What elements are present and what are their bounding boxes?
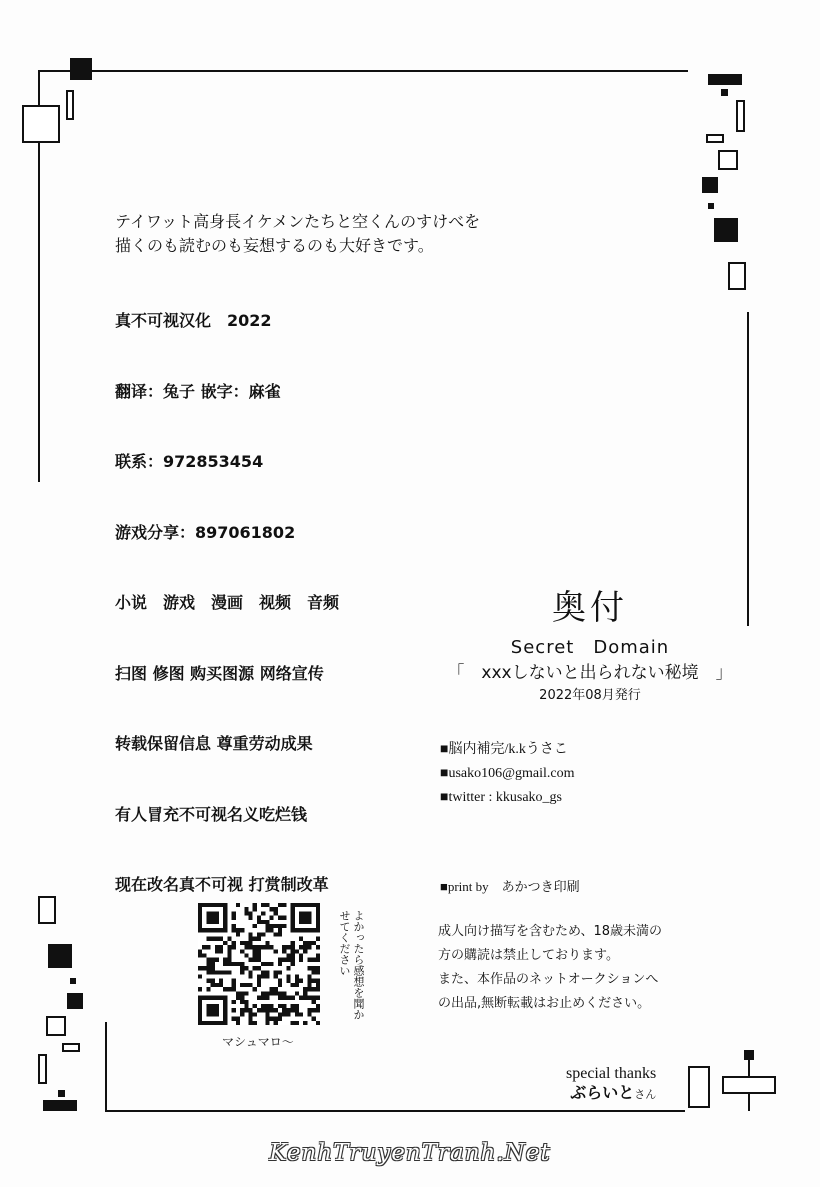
contact-email: ■usako106@gmail.com [440,766,575,781]
ornament-dot [708,203,714,209]
thanks-suffix: さん [634,1089,657,1101]
ornament-bar [722,1076,776,1094]
bottom-left-rule [105,1022,107,1112]
special-thanks [566,1064,656,1105]
contact-twitter: ■twitter : kkusako_gs [440,790,563,805]
ornament-bar [708,74,742,85]
ornament-square [48,944,72,968]
ornament-dot [58,1090,65,1097]
book-title-en: Secret Domain [510,637,670,658]
ornament-square [702,177,718,193]
ornament-stem [748,1093,750,1111]
ornament-box [718,150,738,170]
age-notice [438,920,662,1016]
author-intro [115,210,480,258]
ornament-bar [43,1100,77,1111]
ornament-bar [66,90,74,120]
ornament-bar [38,1054,47,1084]
thanks-name-line [566,1084,656,1105]
group-info-line: 小说 游戏 漫画 视频 音频 [115,593,340,612]
group-info-line: 扫图 修图 购买图源 网络宣传 [115,663,324,683]
group-info-line: 有人冒充不可视名义吃烂钱 [115,804,308,824]
ornament-square [714,218,738,242]
ornament-bar [62,1043,80,1052]
thanks-name: ぶらいと [570,1085,635,1102]
ornament-box [46,1016,66,1036]
ornament-bar [688,1066,710,1108]
ornament-square [70,58,92,80]
contact-author: ■脳内補完/k.kうさこ [440,742,568,757]
intro-line: 描くのも読むのも妄想するのも大好きです。 [115,236,434,255]
qr-message: よかったら感想を聞かせてください [338,910,365,1020]
group-info [115,262,339,920]
notice-line: の出品,無断転載はお止めください。 [438,996,651,1011]
group-info-line: 游戏分享：897061802 [115,522,296,542]
colophon-heading: 奥付 [552,588,628,628]
ornament-box [22,105,60,143]
ornament-dot [70,978,76,984]
ornament-bar [728,262,746,290]
contact-list [440,738,575,810]
group-info-line: 联系：972853454 [115,452,264,471]
ornament-square [744,1050,754,1060]
thanks-heading: special thanks [566,1065,657,1082]
group-info-line: 转载保留信息 尊重劳动成果 [115,734,313,753]
ornament-bar [736,100,745,132]
notice-line: 成人向け描写を含むため、18歳未満の [438,924,663,939]
publish-date: 2022年08月発行 [539,688,641,703]
book-title-jp: 「 xxxしないと出られない秘境 」 [447,663,733,683]
ornament-dot [721,89,728,96]
intro-line: テイワット高身長イケメンたちと空くんのすけべを [115,212,481,231]
qr-caption: マシュマロ〜 [222,1035,294,1049]
ornament-bar [706,134,724,143]
group-info-line: 真不可视汉化 2022 [115,311,272,330]
printer-info: ■print by あかつき印刷 [440,879,580,894]
watermark: KenhTruyenTranh.Net [269,1140,551,1166]
group-info-line: 现在改名真不可视 打赏制改革 [115,875,329,894]
ornament-square [67,993,83,1009]
ornament-bar [38,896,56,924]
notice-line: 方の購読は禁止しております。 [438,948,619,963]
right-rule [747,312,749,626]
qr-code[interactable] [198,903,320,1025]
notice-line: また、本作品のネットオークションへ [438,972,659,987]
bottom-rule [105,1110,685,1112]
top-rule [38,70,688,72]
group-info-line: 翻译：兔子 嵌字：麻雀 [115,381,281,401]
